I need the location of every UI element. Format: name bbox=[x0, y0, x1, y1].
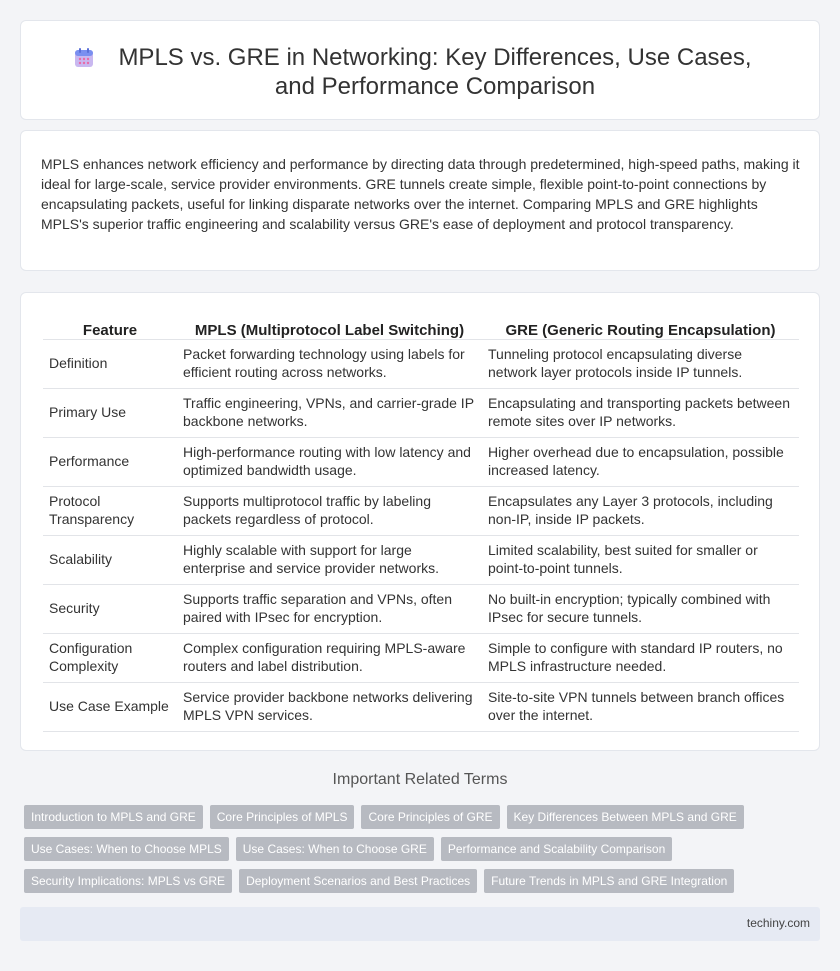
header-gre: GRE (Generic Routing Encapsulation) bbox=[482, 317, 799, 339]
related-term-tag[interactable]: Performance and Scalability Comparison bbox=[441, 837, 672, 861]
mpls-cell: Traffic engineering, VPNs, and carrier-grade IP backbone networks. bbox=[177, 388, 482, 437]
intro-card bbox=[20, 130, 820, 271]
feature-cell: Configuration Complexity bbox=[43, 633, 177, 682]
footer-site-link[interactable]: techiny.com bbox=[746, 916, 810, 930]
mpls-cell: Service provider backbone networks delivering MPLS VPN services. bbox=[177, 682, 482, 731]
table-row bbox=[43, 388, 799, 437]
gre-cell: No built-in encryption; typically combined with IPsec for secure tunnels. bbox=[482, 584, 799, 633]
table-row bbox=[43, 633, 799, 682]
related-term-tag[interactable]: Security Implications: MPLS vs GRE bbox=[24, 869, 232, 893]
related-term-tag[interactable]: Key Differences Between MPLS and GRE bbox=[507, 805, 744, 829]
related-term-tag[interactable]: Introduction to MPLS and GRE bbox=[24, 805, 203, 829]
feature-cell: Use Case Example bbox=[43, 682, 177, 731]
comparison-card bbox=[20, 292, 820, 751]
feature-cell: Protocol Transparency bbox=[43, 486, 177, 535]
comparison-table bbox=[43, 317, 799, 732]
table-row bbox=[43, 339, 799, 388]
related-term-tag[interactable]: Core Principles of GRE bbox=[361, 805, 499, 829]
header-mpls: MPLS (Multiprotocol Label Switching) bbox=[177, 317, 482, 339]
gre-cell: Encapsulates any Layer 3 protocols, including non-IP, inside IP packets. bbox=[482, 486, 799, 535]
related-terms-list bbox=[24, 805, 824, 901]
related-term-tag[interactable]: Use Cases: When to Choose GRE bbox=[236, 837, 434, 861]
table-row bbox=[43, 486, 799, 535]
related-term-tag[interactable]: Future Trends in MPLS and GRE Integration bbox=[484, 869, 734, 893]
mpls-cell: Highly scalable with support for large enterprise and service provider networks. bbox=[177, 535, 482, 584]
table-row bbox=[43, 437, 799, 486]
gre-cell: Simple to configure with standard IP routers, no MPLS infrastructure needed. bbox=[482, 633, 799, 682]
mpls-cell: Packet forwarding technology using labels for efficient routing across networks. bbox=[177, 339, 482, 388]
header-feature: Feature bbox=[43, 317, 177, 339]
feature-cell: Primary Use bbox=[43, 388, 177, 437]
feature-cell: Performance bbox=[43, 437, 177, 486]
table-row bbox=[43, 584, 799, 633]
related-term-tag[interactable]: Deployment Scenarios and Best Practices bbox=[239, 869, 477, 893]
mpls-cell: Complex configuration requiring MPLS-aware routers and label distribution. bbox=[177, 633, 482, 682]
intro-paragraph: MPLS enhances network efficiency and performance by directing data through predetermined, high-speed paths, making it ideal for large-scale, service provider environments. GRE tunnels create simple, flexible point-to-point connections by encapsulating packets, useful for linking disparate networks over the internet. Comparing MPLS and GRE highlights MPLS's superior traffic engineering and scalability versus GRE's ease of deployment and protocol transparency. bbox=[41, 156, 800, 232]
table-row bbox=[43, 535, 799, 584]
related-terms-heading: Important Related Terms bbox=[332, 771, 508, 788]
footer bbox=[20, 907, 820, 941]
page-title: MPLS vs. GRE in Networking: Key Differences, Use Cases, and Performance Comparison bbox=[118, 44, 752, 100]
title-card bbox=[20, 20, 820, 120]
related-term-tag[interactable]: Use Cases: When to Choose MPLS bbox=[24, 837, 229, 861]
feature-cell: Security bbox=[43, 584, 177, 633]
table-row bbox=[43, 682, 799, 731]
feature-cell: Scalability bbox=[43, 535, 177, 584]
gre-cell: Tunneling protocol encapsulating diverse network layer protocols inside IP tunnels. bbox=[482, 339, 799, 388]
table-header-row bbox=[43, 317, 799, 339]
related-term-tag[interactable]: Core Principles of MPLS bbox=[210, 805, 355, 829]
mpls-cell: Supports traffic separation and VPNs, often paired with IPsec for encryption. bbox=[177, 584, 482, 633]
mpls-cell: Supports multiprotocol traffic by labeling packets regardless of protocol. bbox=[177, 486, 482, 535]
gre-cell: Site-to-site VPN tunnels between branch offices over the internet. bbox=[482, 682, 799, 731]
gre-cell: Higher overhead due to encapsulation, possible increased latency. bbox=[482, 437, 799, 486]
feature-cell: Definition bbox=[43, 339, 177, 388]
gre-cell: Limited scalability, best suited for smaller or point-to-point tunnels. bbox=[482, 535, 799, 584]
gre-cell: Encapsulating and transporting packets between remote sites over IP networks. bbox=[482, 388, 799, 437]
mpls-cell: High-performance routing with low latency and optimized bandwidth usage. bbox=[177, 437, 482, 486]
